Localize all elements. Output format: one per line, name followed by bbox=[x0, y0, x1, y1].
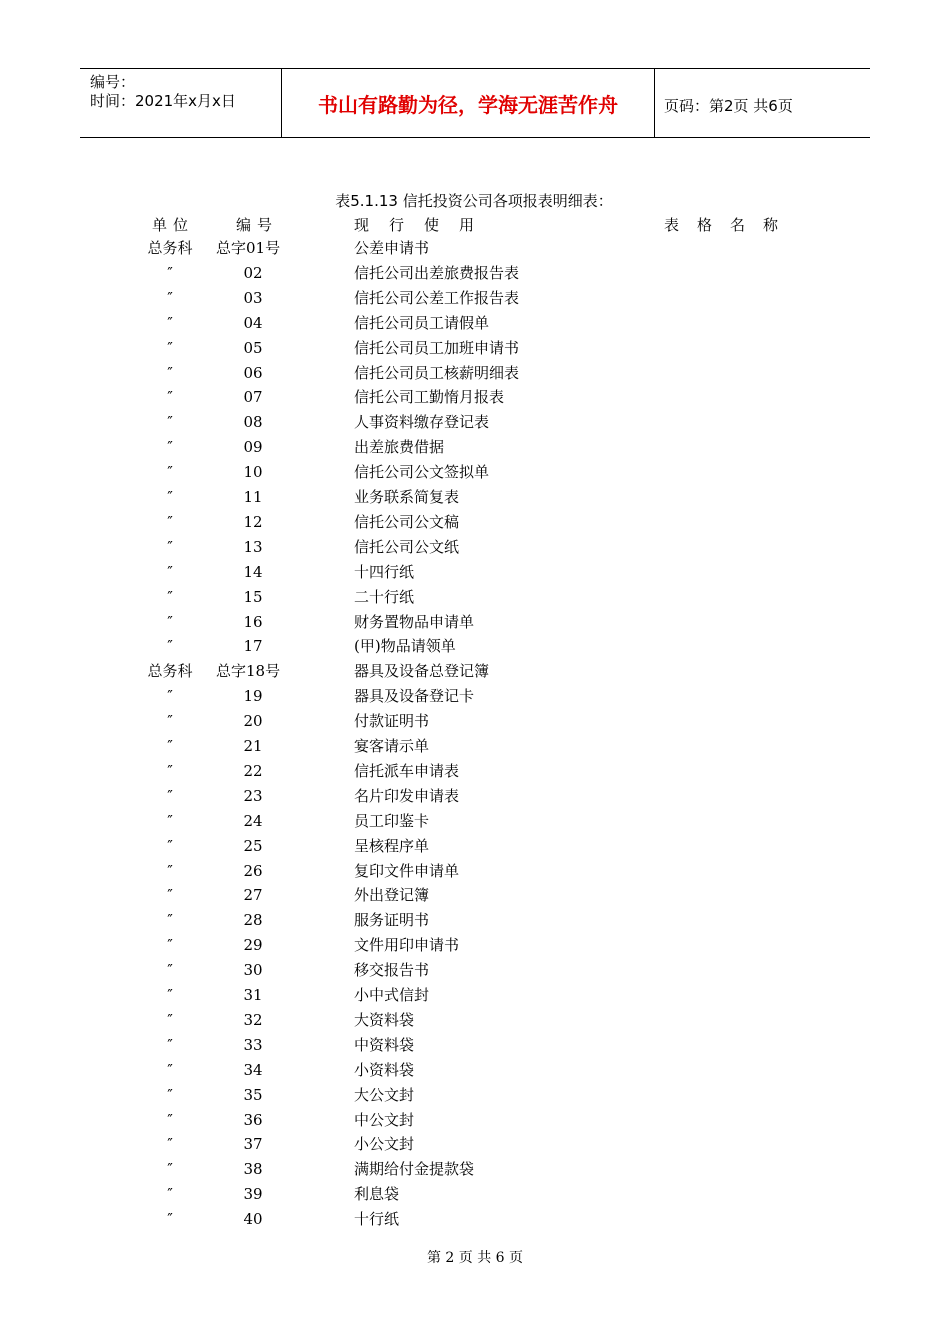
row-unit: ″ bbox=[167, 288, 173, 307]
table-row bbox=[0, 1134, 950, 1159]
row-unit: ″ bbox=[167, 488, 173, 506]
row-unit: ″ bbox=[167, 936, 173, 955]
time-label: 时间：2021年x月x日 bbox=[90, 92, 236, 110]
table-row bbox=[0, 387, 950, 412]
row-unit: ″ bbox=[167, 961, 173, 980]
row-code: 38 bbox=[243, 1160, 263, 1179]
row-form-name: 信托公司员工核薪明细表 bbox=[354, 363, 520, 382]
row-code: 31 bbox=[243, 986, 263, 1004]
row-unit: ″ bbox=[167, 861, 173, 880]
row-unit: ″ bbox=[167, 712, 173, 731]
table-row bbox=[0, 1085, 950, 1110]
document-header bbox=[80, 68, 870, 138]
row-form-name: 服务证明书 bbox=[354, 911, 430, 930]
row-code: 10 bbox=[243, 463, 263, 482]
row-form-name: 呈核程序单 bbox=[354, 836, 430, 855]
table-row bbox=[0, 636, 950, 661]
row-unit: 总务科 bbox=[147, 239, 193, 257]
table-row bbox=[0, 263, 950, 288]
row-code: 17 bbox=[243, 637, 263, 656]
row-code: 02 bbox=[243, 263, 263, 282]
row-form-name: 信托公司出差旅费报告表 bbox=[354, 263, 520, 282]
row-form-name: 十四行纸 bbox=[354, 562, 415, 581]
row-unit: ″ bbox=[167, 637, 173, 656]
header-motto: 书山有路勤为径，学海无涯苦作舟 bbox=[318, 93, 618, 117]
row-form-name: 财务置物品申请单 bbox=[354, 612, 475, 631]
row-form-name: 十行纸 bbox=[354, 1210, 400, 1229]
row-code: 40 bbox=[243, 1210, 263, 1229]
row-form-name: 信托公司员工请假单 bbox=[354, 313, 490, 332]
row-code: 36 bbox=[243, 1110, 263, 1129]
row-unit: ″ bbox=[167, 463, 173, 482]
row-code: 26 bbox=[243, 861, 263, 880]
page-footer: 第 2 页 共 6 页 bbox=[426, 1250, 524, 1266]
row-unit: ″ bbox=[167, 1085, 173, 1104]
row-code: 23 bbox=[243, 786, 263, 805]
table-row bbox=[0, 985, 950, 1010]
row-unit: ″ bbox=[167, 836, 173, 855]
row-unit: ″ bbox=[167, 886, 173, 905]
row-unit: ″ bbox=[167, 413, 173, 432]
row-form-name: 小资料袋 bbox=[354, 1060, 415, 1079]
row-code: 37 bbox=[243, 1135, 263, 1154]
row-form-name: 中公文封 bbox=[354, 1110, 415, 1129]
row-form-name: 大资料袋 bbox=[354, 1010, 415, 1029]
row-code: 27 bbox=[243, 886, 263, 905]
row-unit: ″ bbox=[167, 338, 173, 357]
row-form-name: 人事资料缴存登记表 bbox=[354, 413, 490, 432]
table-row bbox=[0, 836, 950, 861]
table-row bbox=[0, 861, 950, 886]
table-row bbox=[0, 537, 950, 562]
row-form-name: 信托公司公文签拟单 bbox=[354, 463, 490, 482]
table-row bbox=[0, 1060, 950, 1085]
table-row bbox=[0, 462, 950, 487]
row-code: 24 bbox=[243, 811, 263, 830]
row-unit: ″ bbox=[167, 263, 173, 282]
row-form-name: 信托公司公差工作报告表 bbox=[354, 288, 520, 307]
row-code: 25 bbox=[243, 836, 263, 855]
table-row bbox=[0, 612, 950, 637]
row-unit: ″ bbox=[167, 438, 173, 457]
table-row bbox=[0, 661, 950, 686]
row-unit: 总务科 bbox=[147, 662, 193, 681]
row-code: 11 bbox=[243, 488, 263, 506]
header-divider bbox=[654, 69, 655, 137]
row-code: 34 bbox=[243, 1060, 263, 1079]
row-code: 04 bbox=[243, 313, 263, 332]
row-code: 22 bbox=[243, 761, 263, 780]
row-unit: ″ bbox=[167, 1210, 173, 1229]
row-code: 32 bbox=[243, 1010, 263, 1029]
row-unit: ″ bbox=[167, 761, 173, 780]
row-form-name: 信托公司工勤惰月报表 bbox=[354, 388, 505, 407]
column-header-unit: 单位 bbox=[152, 216, 195, 234]
table-row bbox=[0, 1209, 950, 1234]
table-row bbox=[0, 1110, 950, 1135]
row-unit: ″ bbox=[167, 1110, 173, 1129]
row-code: 21 bbox=[243, 737, 263, 755]
row-unit: ″ bbox=[167, 512, 173, 531]
row-unit: ″ bbox=[167, 1135, 173, 1154]
table-row bbox=[0, 811, 950, 836]
row-code: 29 bbox=[243, 936, 263, 955]
header-meta bbox=[90, 73, 236, 111]
table-row bbox=[0, 960, 950, 985]
table-row bbox=[0, 761, 950, 786]
row-unit: ″ bbox=[167, 313, 173, 332]
row-form-name: 中资料袋 bbox=[354, 1035, 415, 1054]
row-form-name: 名片印发申请表 bbox=[354, 786, 460, 805]
row-form-name: 业务联系简复表 bbox=[354, 488, 460, 506]
table-row bbox=[0, 238, 950, 263]
row-form-name: 小公文封 bbox=[354, 1135, 415, 1154]
row-form-name: 小中式信封 bbox=[354, 986, 430, 1004]
row-code: 03 bbox=[243, 288, 263, 307]
header-page-info: 页码：第2页 共6页 bbox=[664, 97, 793, 115]
table-row bbox=[0, 288, 950, 313]
row-unit: ″ bbox=[167, 1185, 173, 1204]
row-form-name: 满期给付金提款袋 bbox=[354, 1160, 475, 1179]
row-unit: ″ bbox=[167, 986, 173, 1004]
row-form-name: 外出登记簿 bbox=[354, 886, 430, 905]
table-row bbox=[0, 935, 950, 960]
table-row bbox=[0, 1184, 950, 1209]
table-row bbox=[0, 786, 950, 811]
row-unit: ″ bbox=[167, 911, 173, 930]
row-code: 总字01号 bbox=[216, 239, 281, 257]
row-unit: ″ bbox=[167, 811, 173, 830]
row-unit: ″ bbox=[167, 687, 173, 706]
row-unit: ″ bbox=[167, 612, 173, 631]
column-header-use: 现行使用 bbox=[354, 216, 495, 234]
column-header-name: 表格名称 bbox=[664, 216, 797, 234]
table-row bbox=[0, 562, 950, 587]
table-row bbox=[0, 363, 950, 388]
table-row bbox=[0, 711, 950, 736]
row-unit: ″ bbox=[167, 1010, 173, 1029]
column-header-code: 编号 bbox=[236, 216, 279, 234]
table-row bbox=[0, 512, 950, 537]
table-row bbox=[0, 1035, 950, 1060]
row-code: 16 bbox=[243, 612, 263, 631]
row-form-name: 利息袋 bbox=[354, 1185, 400, 1204]
row-form-name: 器具及设备总登记簿 bbox=[354, 662, 490, 681]
row-form-name: 付款证明书 bbox=[354, 712, 430, 731]
row-unit: ″ bbox=[167, 1160, 173, 1179]
row-form-name: 员工印鉴卡 bbox=[354, 811, 430, 830]
row-unit: ″ bbox=[167, 388, 173, 407]
row-form-name: 器具及设备登记卡 bbox=[354, 687, 475, 706]
row-form-name: (甲)物品请领单 bbox=[354, 637, 456, 656]
row-unit: ″ bbox=[167, 562, 173, 581]
row-unit: ″ bbox=[167, 587, 173, 606]
row-form-name: 信托公司公文稿 bbox=[354, 512, 460, 531]
table-row bbox=[0, 1010, 950, 1035]
row-code: 20 bbox=[243, 712, 263, 731]
row-code: 09 bbox=[243, 438, 263, 457]
table-row bbox=[0, 487, 950, 512]
table-row bbox=[0, 885, 950, 910]
row-unit: ″ bbox=[167, 786, 173, 805]
row-code: 39 bbox=[243, 1185, 263, 1204]
row-form-name: 信托公司公文纸 bbox=[354, 537, 460, 556]
row-code: 12 bbox=[243, 512, 263, 531]
row-form-name: 文件用印申请书 bbox=[354, 936, 460, 955]
row-form-name: 二十行纸 bbox=[354, 587, 415, 606]
row-form-name: 宴客请示单 bbox=[354, 737, 430, 755]
table-row bbox=[0, 1159, 950, 1184]
row-form-name: 复印文件申请单 bbox=[354, 861, 460, 880]
row-code: 总字18号 bbox=[216, 662, 281, 681]
row-form-name: 出差旅费借据 bbox=[354, 438, 445, 457]
row-code: 30 bbox=[243, 961, 263, 980]
number-label: 编号： bbox=[90, 73, 136, 91]
table-title bbox=[0, 190, 950, 211]
row-unit: ″ bbox=[167, 537, 173, 556]
table-row bbox=[0, 686, 950, 711]
row-form-name: 大公文封 bbox=[354, 1085, 415, 1104]
row-unit: ″ bbox=[167, 737, 173, 755]
row-form-name: 公差申请书 bbox=[354, 239, 430, 257]
row-code: 14 bbox=[243, 562, 263, 581]
table-row bbox=[0, 412, 950, 437]
row-code: 08 bbox=[243, 413, 263, 432]
table-row bbox=[0, 437, 950, 462]
row-code: 06 bbox=[243, 363, 263, 382]
table-row bbox=[0, 338, 950, 363]
table-row bbox=[0, 313, 950, 338]
table-title-text: 表5.1.13 信托投资公司各项报表明细表： bbox=[335, 192, 613, 210]
row-code: 15 bbox=[243, 587, 263, 606]
row-code: 19 bbox=[243, 687, 263, 706]
row-code: 07 bbox=[243, 388, 263, 407]
table-row bbox=[0, 736, 950, 761]
row-unit: ″ bbox=[167, 1060, 173, 1079]
row-unit: ″ bbox=[167, 363, 173, 382]
row-code: 13 bbox=[243, 537, 263, 556]
table-row bbox=[0, 587, 950, 612]
row-unit: ″ bbox=[167, 1035, 173, 1054]
row-code: 35 bbox=[243, 1085, 263, 1104]
row-form-name: 移交报告书 bbox=[354, 961, 430, 980]
table-row bbox=[0, 910, 950, 935]
row-code: 33 bbox=[243, 1035, 263, 1054]
row-code: 28 bbox=[243, 911, 263, 930]
row-form-name: 信托派车申请表 bbox=[354, 761, 460, 780]
row-form-name: 信托公司员工加班申请书 bbox=[354, 338, 520, 357]
row-code: 05 bbox=[243, 338, 263, 357]
